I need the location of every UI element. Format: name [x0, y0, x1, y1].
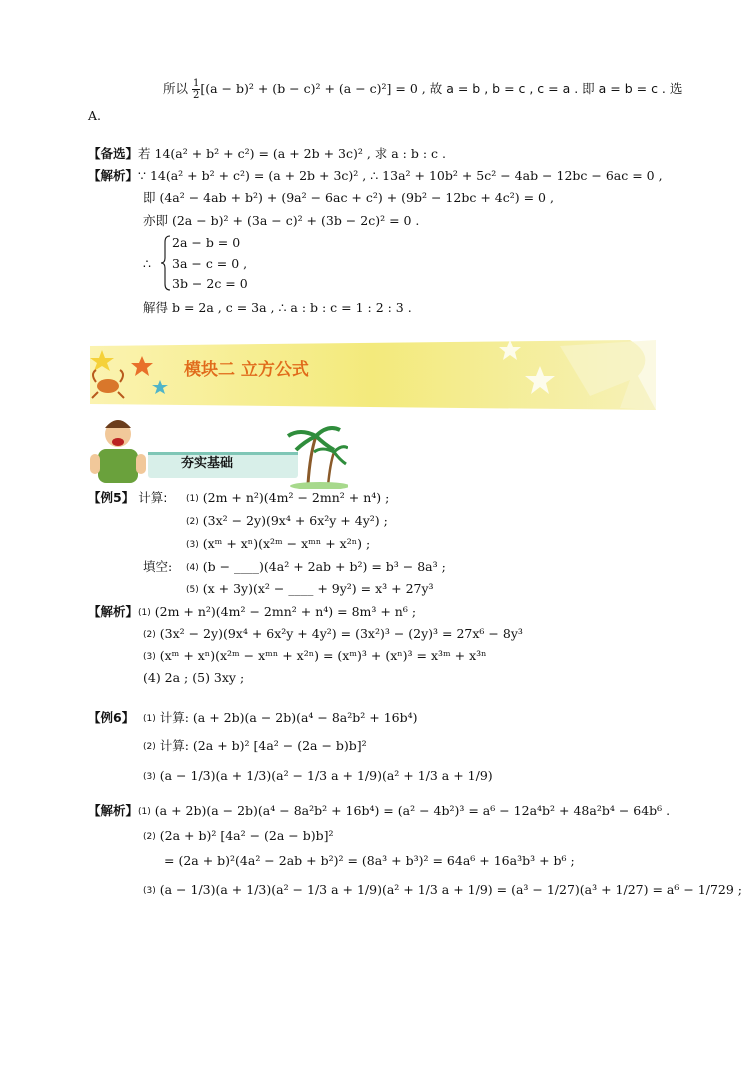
- ex5-q4: (4) (b − ____)(4a² + 2ab + b²) = b³ − 8a³ ;: [186, 559, 446, 574]
- jiexi1-tag: 【解析】: [88, 168, 139, 183]
- jiexi1-l1: ∵ 14(a² + b² + c²) = (a + 2b + 3c)² , ∴ 13a² + 10b² + 5c² − 4ab − 12bc − 6ac = 0 ,: [138, 168, 663, 183]
- jiexi6-line-1: 【解析】(1) (a + 2b)(a − 2b)(a⁴ − 8a²b² + 16b⁴) = (a² − 4b²)³ = a⁶ − 12a⁴b² + 48a²b⁴ − 64b⁶ .: [88, 803, 671, 818]
- ex6-q1: (1) 计算: (a + 2b)(a − 2b)(a⁴ − 8a²b² + 16b⁴): [143, 710, 418, 725]
- top-line-2: A.: [88, 108, 102, 123]
- jiexi1-line-4: 解得 b = 2a , c = 3a , ∴ a : b : c = 1 : 2 : 3 .: [143, 300, 412, 315]
- jiexi1-line-3: 亦即 (2a − b)² + (3a − c)² + (3b − 2c)² = 0 .: [143, 213, 420, 228]
- ex5-q1: (1) (2m + n²)(4m² − 2mn² + n⁴) ;: [186, 490, 390, 505]
- ex6-q3: (3) (a − 1/3)(a + 1/3)(a² − 1/3 a + 1/9)(a² + 1/3 a + 1/9): [143, 768, 493, 783]
- jiexi6-line-4: (3) (a − 1/3)(a + 1/3)(a² − 1/3 a + 1/9)(a² + 1/3 a + 1/9) = (a³ − 1/27)(a³ + 1/27) = a⁶ − 1/729 ;: [143, 882, 743, 897]
- jiexi6-line-3: = (2a + b)²(4a² − 2ab + b²)² = (8a³ + b³)² = 64a⁶ + 16a³b³ + b⁶ ;: [164, 853, 575, 868]
- jiexi5-line-4: (4) 2a ; (5) 3xy ;: [143, 670, 245, 685]
- basic-label: 夯实基础: [181, 456, 234, 471]
- top-math: [(a − b)² + (b − c)² + (a − c)²] = 0 ,: [200, 81, 426, 96]
- top-tail: 故 a = b , b = c , c = a . 即 a = b = c . 选: [429, 81, 683, 96]
- top-line-1: [163, 78, 682, 101]
- crab-icon: [97, 379, 119, 393]
- beixuan-line: [88, 146, 446, 162]
- jiexi5-line-2: (2) (3x² − 2y)(9x⁴ + 6x²y + 4y²) = (3x²)³ − (2y)³ = 27x⁶ − 8y³: [143, 626, 523, 641]
- ex6-line-1: [88, 710, 134, 726]
- jiexi1-line-1: [88, 168, 663, 184]
- jiexi5-line-3: (3) (xᵐ + xⁿ)(x²ᵐ − xᵐⁿ + x²ⁿ) = (xᵐ)³ + (xⁿ)³ = x³ᵐ + x³ⁿ: [143, 648, 487, 663]
- ex5-line-1: [88, 490, 167, 506]
- ex6-q2: (2) 计算: (2a + b)² [4a² − (2a − b)b]²: [143, 738, 367, 753]
- ex5-calc-label: 计算:: [138, 490, 168, 505]
- module-banner: [90, 336, 656, 414]
- jiexi6-tag: 【解析】: [88, 803, 139, 818]
- ex6-tag: 【例6】: [88, 710, 135, 725]
- basic-header-graphic: [88, 414, 348, 489]
- ex5-q2: (2) (3x² − 2y)(9x⁴ + 6x²y + 4y²) ;: [186, 513, 388, 528]
- module-title: 模块二 立方公式: [184, 360, 309, 380]
- ex5-q5: (5) (x + 3y)(x² − ____ + 9y²) = x³ + 27y³: [186, 581, 434, 596]
- top-prefix: 所以: [163, 81, 189, 96]
- system-brace: [160, 234, 172, 292]
- jiexi5-tag: 【解析】: [88, 604, 139, 619]
- half-fraction: $\frac{1}{2}$: [193, 78, 200, 101]
- system-eq-2: 3a − c = 0 ,: [172, 256, 248, 271]
- jiexi6-line-2: (2) (2a + b)² [4a² − (2a − b)b]²: [143, 828, 334, 843]
- beixuan-tag: 【备选】: [88, 146, 139, 161]
- ex5-fill-label: 填空:: [143, 559, 173, 574]
- ex5-tag: 【例5】: [88, 490, 135, 505]
- jiexi1-line-2: 即 (4a² − 4ab + b²) + (9a² − 6ac + c²) + (9b² − 12bc + 4c²) = 0 ,: [143, 190, 554, 205]
- beixuan-text: 若 14(a² + b² + c²) = (a + 2b + 3c)² , 求 a : b : c .: [138, 146, 446, 161]
- jiexi5-line-1: 【解析】(1) (2m + n²)(4m² − 2mn² + n⁴) = 8m³ + n⁶ ;: [88, 604, 417, 619]
- system-eq-1: 2a − b = 0: [172, 235, 241, 250]
- ex5-q3: (3) (xᵐ + xⁿ)(x²ᵐ − xᵐⁿ + x²ⁿ) ;: [186, 536, 371, 551]
- system-eq-3: 3b − 2c = 0: [172, 276, 248, 291]
- therefore-symbol: ∴: [143, 256, 151, 271]
